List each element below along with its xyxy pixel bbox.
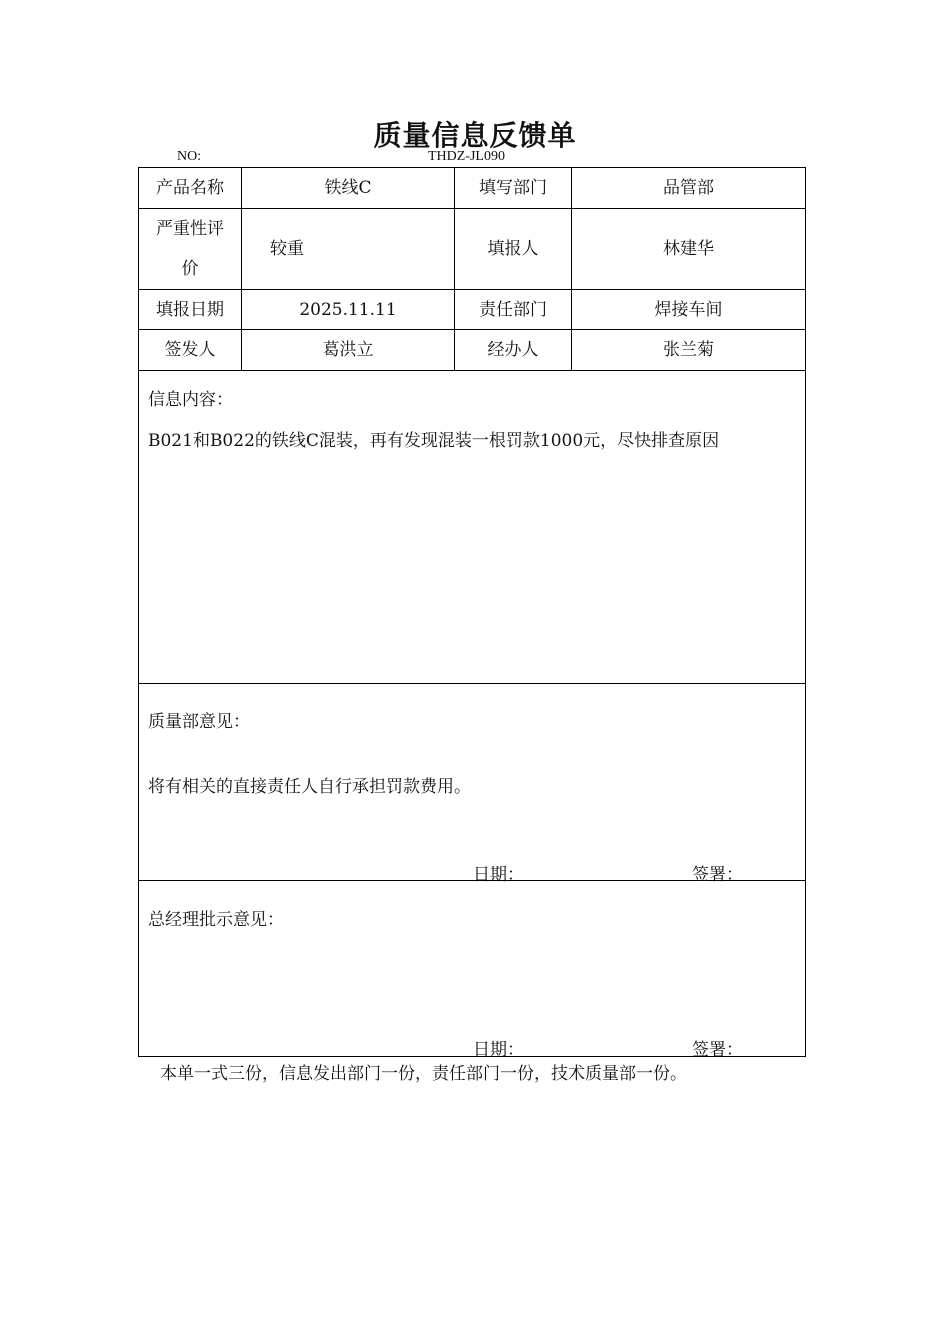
reporter-value: 林建华 — [663, 239, 714, 259]
responsible-dept-label: 责任部门 — [479, 299, 547, 320]
document-code: THDZ-JL090 — [428, 149, 505, 164]
issuer-label: 签发人 — [164, 340, 216, 360]
reporter-label: 填报人 — [487, 239, 539, 259]
issuer-value: 葛洪立 — [322, 340, 374, 360]
row-divider — [139, 370, 805, 371]
gm-sign-label: 签署： — [692, 1040, 743, 1060]
section-divider — [139, 683, 805, 684]
footer-note: 本单一式三份，信息发出部门一份，责任部门一份，技术质量部一份。 — [160, 1064, 687, 1084]
filling-dept-value: 品管部 — [663, 178, 714, 198]
quality-sign-label: 签署： — [692, 865, 743, 885]
page-title: 质量信息反馈单 — [373, 119, 577, 152]
number-label: NO: — [177, 149, 202, 164]
severity-value: 较重 — [270, 239, 304, 259]
severity-label-text: 严重性评价 — [156, 219, 224, 279]
gm-opinion-label: 总经理批示意见： — [148, 910, 284, 930]
info-content-label: 信息内容： — [148, 390, 233, 410]
product-name-value: 铁线C — [324, 178, 372, 198]
handler-label: 经办人 — [487, 340, 539, 360]
product-name-label: 产品名称 — [156, 178, 224, 198]
report-date-label: 填报日期 — [156, 299, 224, 320]
responsible-dept-value: 焊接车间 — [654, 299, 723, 320]
filling-dept-label: 填写部门 — [479, 178, 547, 198]
info-content-text: B021和B022的铁线C混装，再有发现混装一根罚款1000元，尽快排查原因 — [148, 431, 720, 451]
report-date-value: 2025.11.11 — [299, 299, 397, 320]
quality-opinion-text: 将有相关的直接责任人自行承担罚款费用。 — [148, 777, 471, 797]
quality-date-label: 日期： — [473, 865, 524, 885]
severity-label — [139, 209, 241, 289]
handler-value: 张兰菊 — [663, 340, 714, 360]
feedback-form-table — [138, 167, 806, 1060]
quality-opinion-label: 质量部意见： — [148, 712, 250, 732]
gm-date-label: 日期： — [473, 1040, 524, 1060]
